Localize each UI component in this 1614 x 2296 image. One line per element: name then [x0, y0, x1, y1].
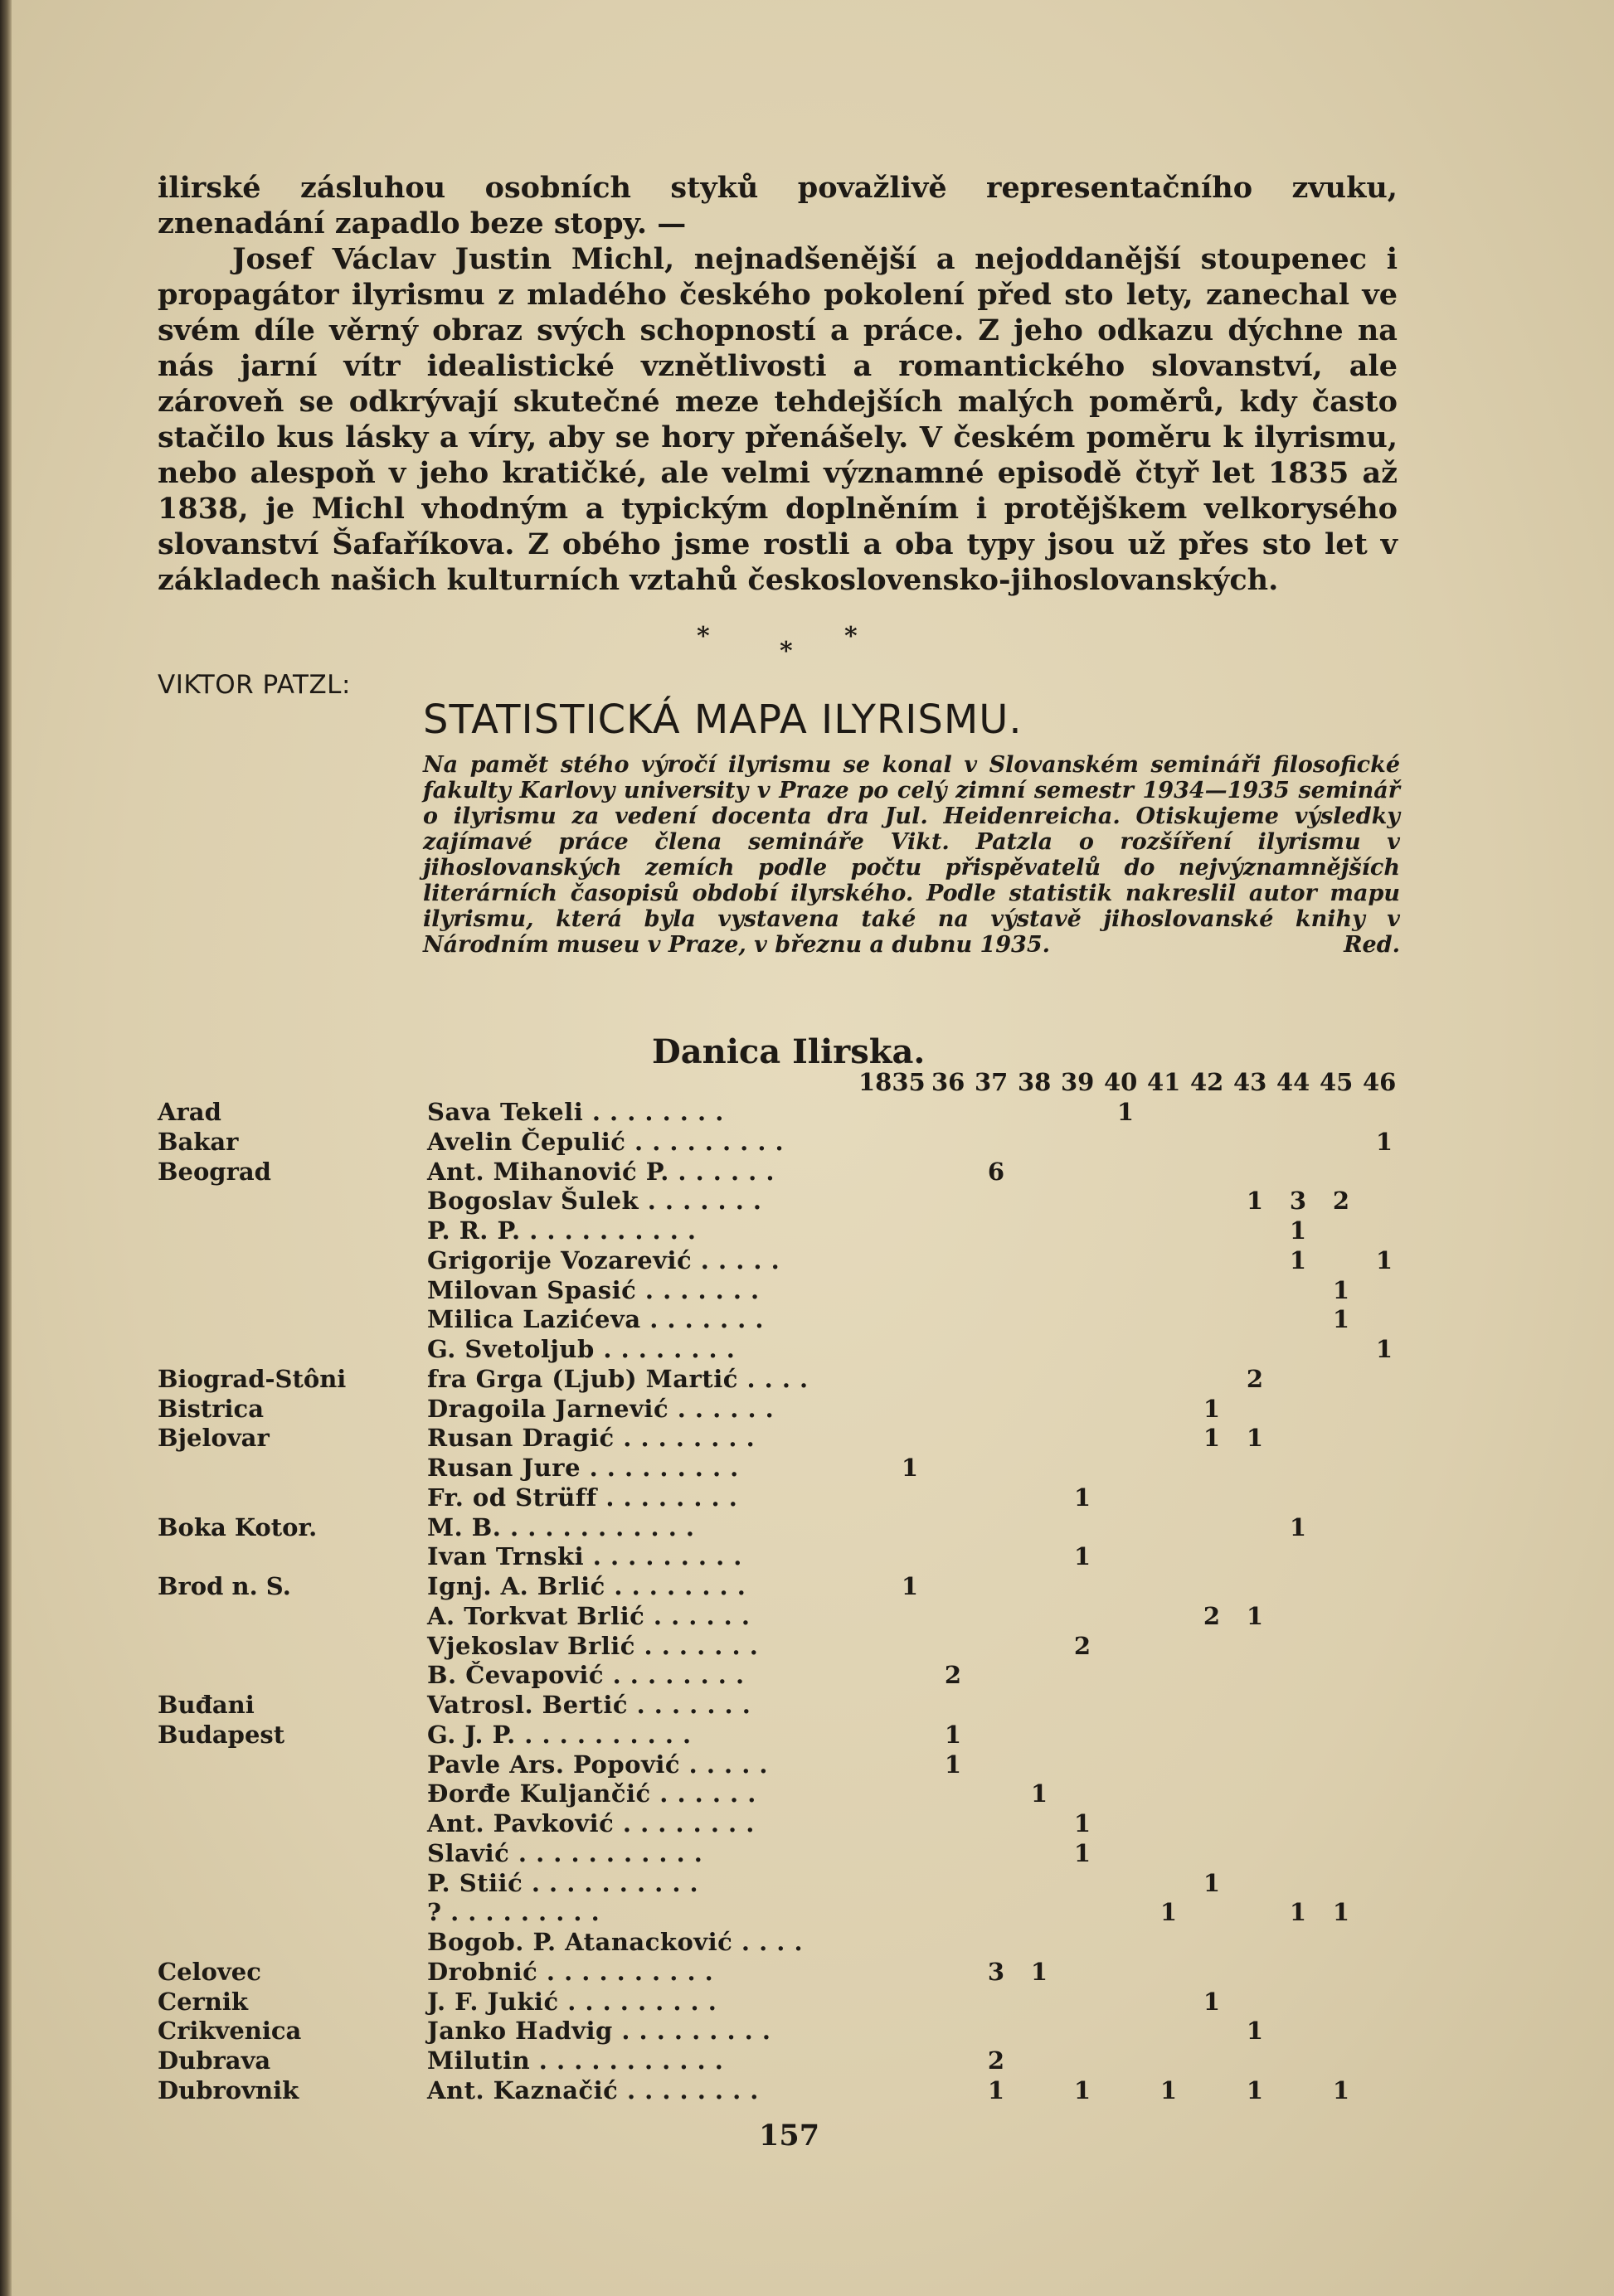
row-place: Celovec	[158, 1957, 261, 1986]
year-header: 39	[1061, 1068, 1095, 1096]
page-number: 157	[759, 2119, 820, 2153]
row-count-cell: 1	[944, 1750, 962, 1779]
table-row	[0, 1928, 1614, 1958]
table-title: Danica Ilirska.	[652, 1032, 926, 1071]
contributors-table	[0, 1098, 1614, 2106]
row-contributor: B. Čevapović . . . . . . . .	[427, 1661, 745, 1690]
row-count-cell: 1	[1073, 2075, 1091, 2104]
row-count-cell: 1	[1332, 1275, 1350, 1304]
row-count-cell: 1	[1073, 1542, 1091, 1571]
row-contributor: Ant. Kaznačić . . . . . . . .	[427, 2075, 759, 2104]
row-contributor: Đorđe Kuljančić . . . . . .	[427, 1779, 756, 1808]
row-place: Biograd-Stôni	[158, 1364, 347, 1393]
intro-paragraph-1: ilirské zásluhou osobních styků považlivě representačního zvuku, znenadání zapadlo beze stopy. —	[158, 171, 1398, 240]
year-header: 1835	[858, 1068, 926, 1096]
row-contributor: Ivan Trnski . . . . . . . . .	[427, 1542, 742, 1571]
row-contributor: G. J. P. . . . . . . . . . .	[427, 1720, 692, 1749]
row-count-cell: 1	[1030, 1957, 1048, 1986]
year-header: 38	[1018, 1068, 1052, 1096]
row-count-cell: 1	[1289, 1512, 1307, 1541]
row-place: Cernik	[158, 1987, 249, 2016]
table-row	[0, 1542, 1614, 1572]
year-header: 46	[1363, 1068, 1397, 1096]
row-contributor: Rusan Dragić . . . . . . . .	[427, 1424, 756, 1453]
table-row	[0, 1779, 1614, 1809]
table-row	[0, 1483, 1614, 1513]
table-row	[0, 1187, 1614, 1216]
row-contributor: Dragoila Jarnević . . . . . .	[427, 1394, 775, 1423]
row-count-cell: 6	[987, 1157, 1005, 1186]
separator-star: *	[780, 637, 793, 666]
row-count-cell: 1	[1246, 1601, 1264, 1630]
table-row	[0, 1276, 1614, 1306]
table-row	[0, 1395, 1614, 1425]
row-count-cell: 1	[1073, 1838, 1091, 1867]
row-count-cell: 2	[1246, 1364, 1264, 1393]
row-place: Boka Kotor.	[158, 1512, 318, 1541]
table-row	[0, 1809, 1614, 1839]
row-count-cell: 1	[1246, 2075, 1264, 2104]
row-contributor: Milovan Spasić . . . . . . .	[427, 1275, 760, 1304]
article-title: STATISTICKÁ MAPA ILYRISMU.	[423, 697, 1023, 743]
row-contributor: Avelin Čepulić . . . . . . . . .	[427, 1127, 785, 1156]
intro-paragraph-2: Josef Václav Justin Michl, nejnadšenější a nejoddanější stoupenec i propagátor ilyrismu z mladého českého pokolení před sto lety, zanechal ve svém díle věrný obraz svých schopností a práce. Z jeho odkazu dýchne na nás jarní vítr idealistické vznětlivosti a romantického slovanství, ale zároveň se odkrývají skutečné meze tehdejších malých poměrů, kdy často stačilo kus lásky a víry, aby se hory přenášely. V českém poměru k ilyrismu, nebo alespoň v jeho kratičké, ale velmi významné episodě čtyř let 1835 až 1838, je Michl vhodným a typickým doplněním i protějškem velkorysého slovanství Šafaříkova. Z obého jsme rostli a oba typy jsou už přes sto let v základech našich kulturních vztahů československo-jihoslovanských.	[158, 242, 1398, 597]
editorial-signature: Red.	[1344, 932, 1400, 958]
row-place: Crikvenica	[158, 2017, 302, 2046]
row-count-cell: 1	[1246, 1187, 1264, 1216]
table-row	[0, 1661, 1614, 1691]
row-count-cell: 2	[1073, 1631, 1091, 1660]
year-header: 44	[1276, 1068, 1310, 1096]
row-count-cell: 1	[1246, 2017, 1264, 2046]
row-count-cell: 1	[1203, 1868, 1221, 1897]
row-contributor: Sava Tekeli . . . . . . . .	[427, 1098, 724, 1126]
table-row	[0, 1988, 1614, 2017]
table-row	[0, 1424, 1614, 1454]
table-row	[0, 1128, 1614, 1158]
row-count-cell: 1	[1073, 1809, 1091, 1837]
row-contributor: Vjekoslav Brlić . . . . . . .	[427, 1631, 759, 1660]
row-count-cell: 2	[1332, 1187, 1350, 1216]
row-count-cell: 1	[1332, 1898, 1350, 1927]
row-count-cell: 3	[987, 1957, 1005, 1986]
table-row	[0, 1246, 1614, 1276]
table-row	[0, 1572, 1614, 1602]
table-row	[0, 1721, 1614, 1750]
table-row	[0, 1632, 1614, 1662]
row-count-cell: 1	[901, 1572, 919, 1600]
year-header: 42	[1190, 1068, 1224, 1096]
intro-text	[158, 170, 1398, 598]
row-contributor: Janko Hadvig . . . . . . . . .	[427, 2017, 771, 2046]
row-contributor: Drobnić . . . . . . . . . .	[427, 1957, 714, 1986]
table-row	[0, 2046, 1614, 2076]
row-count-cell: 3	[1289, 1187, 1307, 1216]
row-count-cell: 1	[944, 1720, 962, 1749]
editorial-note	[423, 752, 1400, 958]
row-contributor: Vatrosl. Bertić . . . . . . .	[427, 1691, 751, 1719]
table-row	[0, 1365, 1614, 1395]
row-place: Dubrovnik	[158, 2075, 299, 2104]
row-contributor: fra Grga (Ljub) Martić . . . .	[427, 1364, 809, 1393]
year-header: 36	[931, 1068, 965, 1096]
section-separator	[697, 622, 863, 672]
year-header: 43	[1233, 1068, 1267, 1096]
year-header: 37	[975, 1068, 1009, 1096]
row-contributor: Bogoslav Šulek . . . . . . .	[427, 1187, 762, 1216]
table-row	[0, 1158, 1614, 1187]
row-count-cell: 1	[1289, 1216, 1307, 1245]
year-header: 41	[1147, 1068, 1181, 1096]
row-count-cell: 1	[1203, 1987, 1221, 2016]
table-row	[0, 1750, 1614, 1780]
year-header: 45	[1320, 1068, 1354, 1096]
row-count-cell: 1	[1159, 1898, 1178, 1927]
row-place: Bakar	[158, 1127, 239, 1156]
row-count-cell: 1	[1030, 1779, 1048, 1808]
row-contributor: P. Stiić . . . . . . . . . .	[427, 1868, 699, 1897]
row-place: Bjelovar	[158, 1424, 270, 1453]
table-row	[0, 1691, 1614, 1721]
row-count-cell: 2	[987, 2046, 1005, 2075]
row-contributor: Grigorije Vozarević . . . . .	[427, 1245, 780, 1274]
table-row	[0, 1839, 1614, 1869]
row-contributor: M. B. . . . . . . . . . . .	[427, 1512, 695, 1541]
row-contributor: Ignj. A. Brlić . . . . . . . .	[427, 1572, 746, 1600]
table-row	[0, 1869, 1614, 1899]
row-count-cell: 1	[901, 1454, 919, 1482]
table-row	[0, 1335, 1614, 1365]
row-contributor: Fr. od Strüff . . . . . . . .	[427, 1483, 738, 1512]
table-row	[0, 1602, 1614, 1632]
row-contributor: Milica Lazićeva . . . . . . .	[427, 1305, 764, 1334]
table-row	[0, 1958, 1614, 1988]
table-row	[0, 1098, 1614, 1128]
row-count-cell: 1	[1203, 1424, 1221, 1453]
row-contributor: J. F. Jukić . . . . . . . . .	[427, 1987, 717, 2016]
row-place: Beograd	[158, 1157, 271, 1186]
row-count-cell: 2	[944, 1661, 962, 1690]
row-contributor: ? . . . . . . . . .	[427, 1898, 600, 1927]
row-place: Dubrava	[158, 2046, 271, 2075]
row-contributor: Ant. Pavković . . . . . . . .	[427, 1809, 755, 1837]
row-count-cell: 1	[1332, 2075, 1350, 2104]
row-contributor: P. R. P. . . . . . . . . . .	[427, 1216, 697, 1245]
row-count-cell: 1	[1375, 1127, 1393, 1156]
row-count-cell: 1	[1073, 1483, 1091, 1512]
row-count-cell: 2	[1203, 1601, 1221, 1630]
row-count-cell: 1	[1375, 1245, 1393, 1274]
table-row	[0, 2017, 1614, 2046]
row-contributor: Pavle Ars. Popović . . . . .	[427, 1750, 769, 1779]
row-count-cell: 1	[1203, 1394, 1221, 1423]
row-contributor: G. Svetoljub . . . . . . . .	[427, 1335, 736, 1363]
table-row	[0, 1454, 1614, 1483]
table-row	[0, 1513, 1614, 1543]
row-place: Budapest	[158, 1720, 285, 1749]
row-count-cell: 1	[1375, 1335, 1393, 1363]
table-row	[0, 1216, 1614, 1246]
row-contributor: Bogob. P. Atanacković . . . .	[427, 1928, 804, 1956]
row-count-cell: 1	[1289, 1245, 1307, 1274]
year-header: 40	[1104, 1068, 1138, 1096]
row-contributor: Slavić . . . . . . . . . . .	[427, 1838, 703, 1867]
row-place: Arad	[158, 1098, 221, 1126]
row-count-cell: 1	[1332, 1305, 1350, 1334]
editorial-note-text: Na pamět stého výročí ilyrismu se konal v Slovanském semináři filosofické fakulty Karlovy university v Praze po celý zimní semestr 1934—1935 seminář o ilyrismu za vedení docenta dra Jul. Heidenreicha. Otiskujeme výsledky zajímavé práce člena semináře Vikt. Patzla o rozšíření ilyrismu v jihoslovanských zemích podle počtu přispěvatelů do nejvýznamnějších literárních časopisů období ilyrského. Podle statistik nakreslil autor mapu ilyrismu, která byla vystavena také na výstavě jihoslovanské knihy v Národním museu v Praze, v březnu a dubnu 1935.	[423, 752, 1400, 958]
table-row	[0, 1898, 1614, 1928]
row-contributor: Rusan Jure . . . . . . . . .	[427, 1454, 739, 1482]
article-author: VIKTOR PATZL:	[158, 670, 351, 700]
row-place: Buđani	[158, 1691, 255, 1719]
row-count-cell: 1	[1289, 1898, 1307, 1927]
row-place: Brod n. S.	[158, 1572, 291, 1600]
table-row	[0, 2076, 1614, 2106]
row-count-cell: 1	[1116, 1098, 1135, 1126]
table-row	[0, 1305, 1614, 1335]
row-contributor: A. Torkvat Brlić . . . . . .	[427, 1601, 751, 1630]
row-count-cell: 1	[1159, 2075, 1178, 2104]
row-contributor: Milutin . . . . . . . . . . .	[427, 2046, 724, 2075]
separator-star: *	[697, 622, 710, 651]
row-count-cell: 1	[987, 2075, 1005, 2104]
row-place: Bistrica	[158, 1394, 264, 1423]
separator-star: *	[844, 622, 858, 651]
row-contributor: Ant. Mihanović P. . . . . . .	[427, 1157, 775, 1186]
row-count-cell: 1	[1246, 1424, 1264, 1453]
